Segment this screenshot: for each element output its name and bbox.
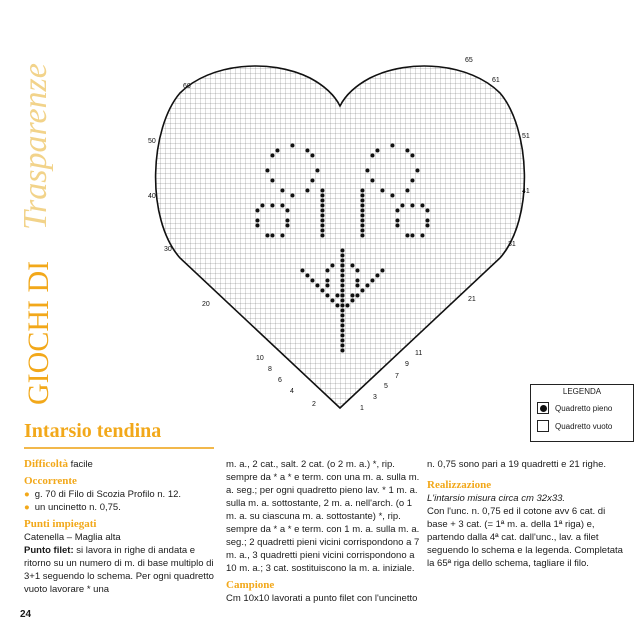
filled-square [321, 209, 325, 213]
row-number: 51 [522, 133, 530, 140]
difficulty-label: Difficoltà [24, 458, 68, 470]
filled-square [306, 189, 310, 193]
realization-label: Realizzazione [427, 479, 492, 491]
row-number: 2 [312, 401, 316, 408]
side-title-main: GIOCHI DI [22, 260, 55, 405]
text-column-1 [24, 458, 214, 596]
filled-square [341, 309, 345, 313]
row-number: 9 [405, 361, 409, 368]
empty-square-icon [537, 420, 549, 432]
filled-square [281, 189, 285, 193]
filled-square [316, 169, 320, 173]
filled-square [341, 334, 345, 338]
filled-square [341, 274, 345, 278]
filled-square [256, 219, 260, 223]
filled-square [361, 219, 365, 223]
filled-square [321, 214, 325, 218]
filled-square [381, 269, 385, 273]
filled-square [341, 329, 345, 333]
filet-label: Punto filet: [24, 545, 74, 556]
filled-square [271, 204, 275, 208]
filled-square [371, 179, 375, 183]
filled-square [371, 279, 375, 283]
legend-filled-label: Quadretto pieno [555, 403, 613, 413]
filled-square [326, 294, 330, 298]
filled-square [401, 204, 405, 208]
filled-square [411, 234, 415, 238]
legend-empty-label: Quadretto vuoto [555, 421, 613, 431]
filled-square [311, 154, 315, 158]
filled-square [256, 224, 260, 228]
filled-square [326, 284, 330, 288]
filled-square [311, 179, 315, 183]
needed-label: Occorrente [24, 475, 77, 487]
row-number: 40 [148, 193, 156, 200]
filled-square [406, 149, 410, 153]
filled-square [286, 209, 290, 213]
filled-square [336, 294, 340, 298]
filled-square [326, 269, 330, 273]
filled-square [266, 234, 270, 238]
filled-square [321, 289, 325, 293]
filled-square [341, 279, 345, 283]
filled-square [361, 204, 365, 208]
filled-square [361, 229, 365, 233]
needed-item: ● un uncinetto n. 0,75. [24, 502, 121, 513]
row-number: 3 [373, 394, 377, 401]
filled-square [286, 219, 290, 223]
row-number: 8 [268, 366, 272, 373]
filled-square [291, 194, 295, 198]
row-number: 31 [508, 241, 516, 248]
filled-square [411, 204, 415, 208]
filled-square [421, 234, 425, 238]
row-number: 6 [278, 377, 282, 384]
legend-empty-row [537, 420, 633, 432]
filled-square [261, 204, 265, 208]
filled-square [316, 284, 320, 288]
row-number: 30 [164, 246, 172, 253]
filled-square [406, 189, 410, 193]
filled-square [411, 154, 415, 158]
stitches-label: Punti impiegati [24, 518, 97, 530]
filled-square [341, 289, 345, 293]
filled-square [301, 269, 305, 273]
filled-square [306, 149, 310, 153]
filled-square [321, 189, 325, 193]
filet-text: si lavora in righe di andata e ritorno su un numero di m. di base multiplo di 3+1 seguendo lo schema. Per ogni quadretto vuoto lavorare * una [24, 545, 214, 595]
legend-title: LEGENDA [562, 387, 602, 396]
filled-square [351, 299, 355, 303]
filled-square [406, 234, 410, 238]
legend-filled-row [537, 402, 633, 414]
filled-square [341, 259, 345, 263]
filled-square [311, 279, 315, 283]
filled-square [341, 324, 345, 328]
filled-square [321, 234, 325, 238]
heart-filet-chart [140, 48, 540, 418]
filled-square [396, 219, 400, 223]
row-number: 21 [468, 296, 476, 303]
filled-square [361, 209, 365, 213]
filled-square [426, 219, 430, 223]
filled-square [321, 224, 325, 228]
filled-square [351, 264, 355, 268]
filled-square [341, 319, 345, 323]
filled-square [366, 169, 370, 173]
stitches-line: Catenella – Maglia alta [24, 532, 121, 543]
filet-instructions: m. a., 2 cat., salt. 2 cat. (o 2 m. a.) *, rip. sempre da * a * e term. con una m. a. sulla m. a. seg.; per ogni quadretto pieno lav. * 1 m. a. sulla m. a. sottostante, 2 m. a. nell'arch. (o 1 m. a. su ciascuna m. a. sottostante) *, rip. sempre da * a * e term. con 1 m. a. sulla m. a. seg.; 2 quadretti pieni vicini corrispondono a 7 m. a., 3 quadretti pieni vicini corrispondono a 10 m. a.; 3 cat. sostituiscono la m. a. iniziale. [226, 459, 420, 574]
filled-square [341, 284, 345, 288]
filled-square [391, 144, 395, 148]
filled-square [361, 189, 365, 193]
filled-square [346, 304, 350, 308]
filled-square [281, 204, 285, 208]
filled-square [266, 169, 270, 173]
filled-square [321, 229, 325, 233]
filled-square [361, 194, 365, 198]
filled-square [341, 299, 345, 303]
filled-square [361, 214, 365, 218]
sample-continuation: n. 0,75 sono pari a 19 quadretti e 21 righe. [427, 459, 607, 470]
filled-square [276, 149, 280, 153]
filled-square [416, 169, 420, 173]
filled-square [271, 234, 275, 238]
filled-square [356, 279, 360, 283]
filled-square [376, 274, 380, 278]
filled-square [306, 274, 310, 278]
filled-square [366, 284, 370, 288]
filet-paragraph [24, 544, 214, 596]
filled-square [351, 294, 355, 298]
filled-square [291, 144, 295, 148]
difficulty-value: facile [70, 459, 93, 470]
filled-square [341, 349, 345, 353]
text-column-2 [226, 458, 421, 605]
filled-square [321, 199, 325, 203]
filled-square [421, 204, 425, 208]
filled-square [411, 179, 415, 183]
section-heading: Intarsio tendina [24, 420, 162, 442]
filled-square [361, 234, 365, 238]
filled-square [281, 234, 285, 238]
filled-square [341, 254, 345, 258]
filled-square [356, 269, 360, 273]
needed-item: ● g. 70 di Filo di Scozia Profilo n. 12. [24, 489, 182, 500]
filled-square [396, 209, 400, 213]
heading-rule [24, 447, 214, 449]
row-number: 61 [492, 77, 500, 84]
sample-text: Cm 10x10 lavorati a punto filet con l'uncinetto [226, 593, 418, 604]
row-number: 11 [415, 350, 423, 357]
realization-text: Con l'unc. n. 0,75 ed il cotone avv 6 cat. di base + 3 cat. (= 1ª m. a. della 1ª riga) e, partendo dalla 4ª cat. dall'unc., lav. a filet seguendo lo schema e la legenda. Completata la 65ª riga dello schema, tagliare il filo. [427, 506, 623, 569]
filled-square [341, 294, 345, 298]
row-number: 5 [384, 383, 388, 390]
filled-square [426, 209, 430, 213]
filled-square [321, 204, 325, 208]
row-number: 41 [522, 188, 530, 195]
filled-square [271, 179, 275, 183]
filled-square [321, 194, 325, 198]
filled-square [341, 304, 345, 308]
filled-square [371, 154, 375, 158]
filled-square [361, 224, 365, 228]
filled-square [341, 339, 345, 343]
filled-square [356, 294, 360, 298]
filled-square [341, 249, 345, 253]
row-number: 4 [290, 388, 294, 395]
row-number: 50 [148, 138, 156, 145]
filled-square [341, 314, 345, 318]
row-number: 10 [256, 355, 264, 362]
side-title-accent: Trasparenze [17, 63, 54, 230]
row-number: 7 [395, 373, 399, 380]
filled-square [326, 279, 330, 283]
filled-square [256, 209, 260, 213]
filled-square [321, 219, 325, 223]
filled-square [381, 189, 385, 193]
filled-square [341, 344, 345, 348]
filled-square [361, 199, 365, 203]
filled-square [396, 224, 400, 228]
sample-label: Campione [226, 579, 275, 591]
page-number: 24 [20, 609, 32, 620]
row-number: 65 [465, 57, 473, 64]
side-title [8, 60, 68, 410]
filled-square [331, 299, 335, 303]
filled-square [426, 224, 430, 228]
filled-square [341, 269, 345, 273]
row-number: 20 [202, 301, 210, 308]
row-number: 60 [183, 83, 191, 90]
filled-square-icon [537, 402, 549, 414]
filled-square [286, 224, 290, 228]
filled-square [271, 154, 275, 158]
filled-square [331, 264, 335, 268]
filled-square [361, 289, 365, 293]
filled-square [391, 194, 395, 198]
filled-square [341, 264, 345, 268]
filled-square [376, 149, 380, 153]
filled-square [336, 304, 340, 308]
measure-text: L'intarsio misura circa cm 32x33. [427, 493, 566, 504]
row-number: 1 [360, 405, 364, 412]
text-column-3 [427, 458, 627, 570]
legend [530, 384, 634, 442]
filled-square [356, 284, 360, 288]
